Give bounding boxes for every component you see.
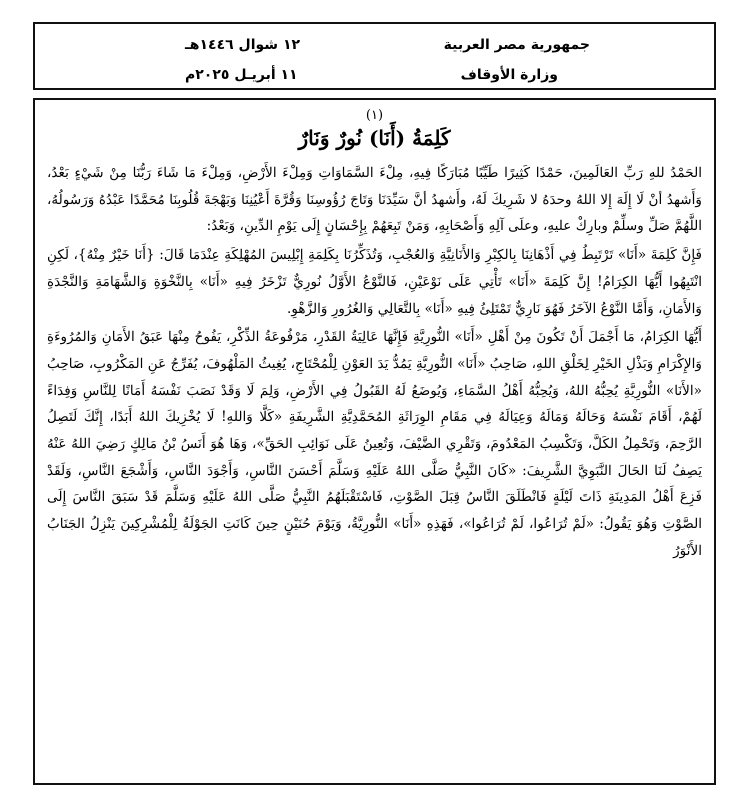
header-box: [33, 22, 716, 90]
ministry-name: وزارة الأوقاف: [460, 67, 558, 83]
paragraph-light-ana: أَيُّهَا الكِرَامُ، مَا أَجْمَلَ أَنْ تَكُونَ مِنْ أَهْلِ «أَنَا» النُّورِيَّةِ فَإِنَّهَا عَالِيَةُ القَدْرِ، مَرْفُوعَةُ الذِّكْرِ، يَفُوحُ مِنْهَا عَبَقُ الأَمَانِ وَالمُرُوءَةِ وَالإِكْرَامِ وَبَذْلِ الخَيْرِ لِخَلْقِ اللهِ، صَاحِبُ «أَنَا» النُّورِيَّةِ يَمُدُّ يَدَ العَوْنِ لِلْمُحْتَاجِ، يُغِيثُ المَلْهُوفَ، يُفَرِّجُ عَنِ المَكْرُوبِ، صَاحِبُ «الأَنَا» النُّورِيَّةِ يُحِبُّهُ اللهُ، وَيُحِبُّهُ أَهْلُ السَّمَاءِ، وَيُوضَعُ لَهُ القَبُولُ فِي الأَرْضِ، وَلِمَ لَا وَقَدْ نَصَبَ نَفْسَهُ أَمَانًا لِلنَّاسِ وَفِدَاءً لَهُمْ، أَقَامَ نَفْسَهُ وَحَالَهُ وَمَالَهُ وَعِيَالَهُ فِي مَقَامِ الوِرَاثَةِ المُحَمَّدِيَّةِ الشَّرِيفَةِ «كَلَّا وَاللهِ! لَا يُخْزِيكَ اللهُ أَبَدًا، إِنَّكَ لَتَصِلُ الرَّحِمَ، وَتَحْمِلُ الكَلَّ، وَتَكْسِبُ المَعْدُومَ، وَتَقْرِي الضَّيْفَ، وَتُعِينُ عَلَى نَوَائِبِ الحَقِّ»، وَهَا هُوَ أَنَسُ بْنُ مَالِكٍ رَضِيَ اللهُ عَنْهُ يَصِفُ لَنَا الحَالَ النَّبَوِيَّ الشَّرِيفَ: «كَانَ النَّبِيُّ صَلَّى اللهُ عَلَيْهِ وَسَلَّمَ أَحْسَنَ النَّاسِ، وَأَجْوَدَ النَّاسِ، وَأَشْجَعَ النَّاسِ، وَلَقَدْ فَزِعَ أَهْلُ المَدِينَةِ ذَاتَ لَيْلَةٍ فَانْطَلَقَ النَّاسُ قِبَلَ الصَّوْتِ، فَاسْتَقْبَلَهُمُ النَّبِيُّ صَلَّى اللهُ عَلَيْهِ وَسَلَّمَ قَدْ سَبَقَ النَّاسَ إِلَى الصَّوْتِ وَهُوَ يَقُولُ: «لَمْ تُرَاعُوا، لَمْ تُرَاعُوا»، فَهَذِهِ «أَنَا» النُّورِيَّةُ، وَيَوْمَ حُنَيْنٍ حِينَ كَانَتِ الجَوْلَةُ لِلْمُشْرِكِينَ يَنْزِلُ الجَنَابُ الأَنْوَرُ: [47, 329, 702, 559]
country-name: جمهورية مصر العربية: [443, 37, 590, 53]
sermon-body-box: [33, 98, 716, 785]
gregorian-date: ١١ أبريـل ٢٠٢٥م: [185, 67, 298, 83]
sermon-text: [47, 160, 702, 565]
hijri-date: ١٢ شوال ١٤٤٦هـ: [185, 37, 301, 53]
paragraph-opening: الحَمْدُ للهِ رَبِّ العَالَمِينَ، حَمْدًا كَثِيرًا طَيِّبًا مُبَارَكًا فِيهِ، مِلْءَ السَّمَاوَاتِ وَمِلْءَ الأَرْضِ، وَمِلْءَ مَا شَاءَ رَبُّنَا مِنْ شَيْءٍ بَعْدُ، وَأَشهدُ أنْ لَا إِلَهَ إِلا اللهُ وحدَهُ لا شَرِيكَ لَهُ، وأَشهدُ أنَّ سَيِّدَنَا وَتَاجَ رُؤُوسِنَا وَقُرَّةَ أَعْيُنِنَا وَبَهْجَةَ قُلُوبِنَا مُحَمَّدًا عَبْدُهُ وَرَسُولُهُ، اللَّهُمَّ صَلِّ وسلِّمْ وبارِكْ عليهِ، وعلَى آلِهِ وَأَصْحَابِهِ، وَمَنْ تَبِعَهُمْ بِإِحْسَانٍ إِلَى يَوْمِ الدِّينِ، وَبَعْدُ:: [47, 165, 702, 235]
sermon-number: (١): [365, 108, 384, 123]
paragraph-two-types: فَإِنَّ كَلِمَةَ «أَنَا» تَرْتَبِطُ فِي أَذْهَانِنَا بِالكِبْرِ وَالأَنَانِيَّةِ وَالعُجْبِ، وَتُذَكِّرُنَا بِكَلِمَةِ إِبْلِيسَ المُهْلِكَةِ عِنْدَمَا قَالَ: {أَنَا خَيْرٌ مِنْهُ}، لَكِنِ انْتَبِهُوا أَيُّهَا الكِرَامُ! إِنَّ كَلِمَةَ «أَنَا» تَأْتِي عَلَى نَوْعَيْنِ، فَالنَّوْعُ الأَوَّلُ نُورِيٌّ تَزْخَرُ فِيهِ «أَنَا» بِالنَّخْوَةِ وَالشَّهَامَةِ وَالنَّجْدَةِ وَالأَمَانِ، وَأَمَّا النَّوْعُ الآخَرُ فَهُوَ نَارِيٌّ تَمْتَلِئُ فِيهِ «أَنَا» بِالتَّعَالِي وَالغُرُورِ وَالزَّهْوِ.: [47, 247, 702, 317]
sermon-title: كَلِمَةُ (أَنَا) نُورٌ وَنَارٌ: [298, 126, 451, 150]
